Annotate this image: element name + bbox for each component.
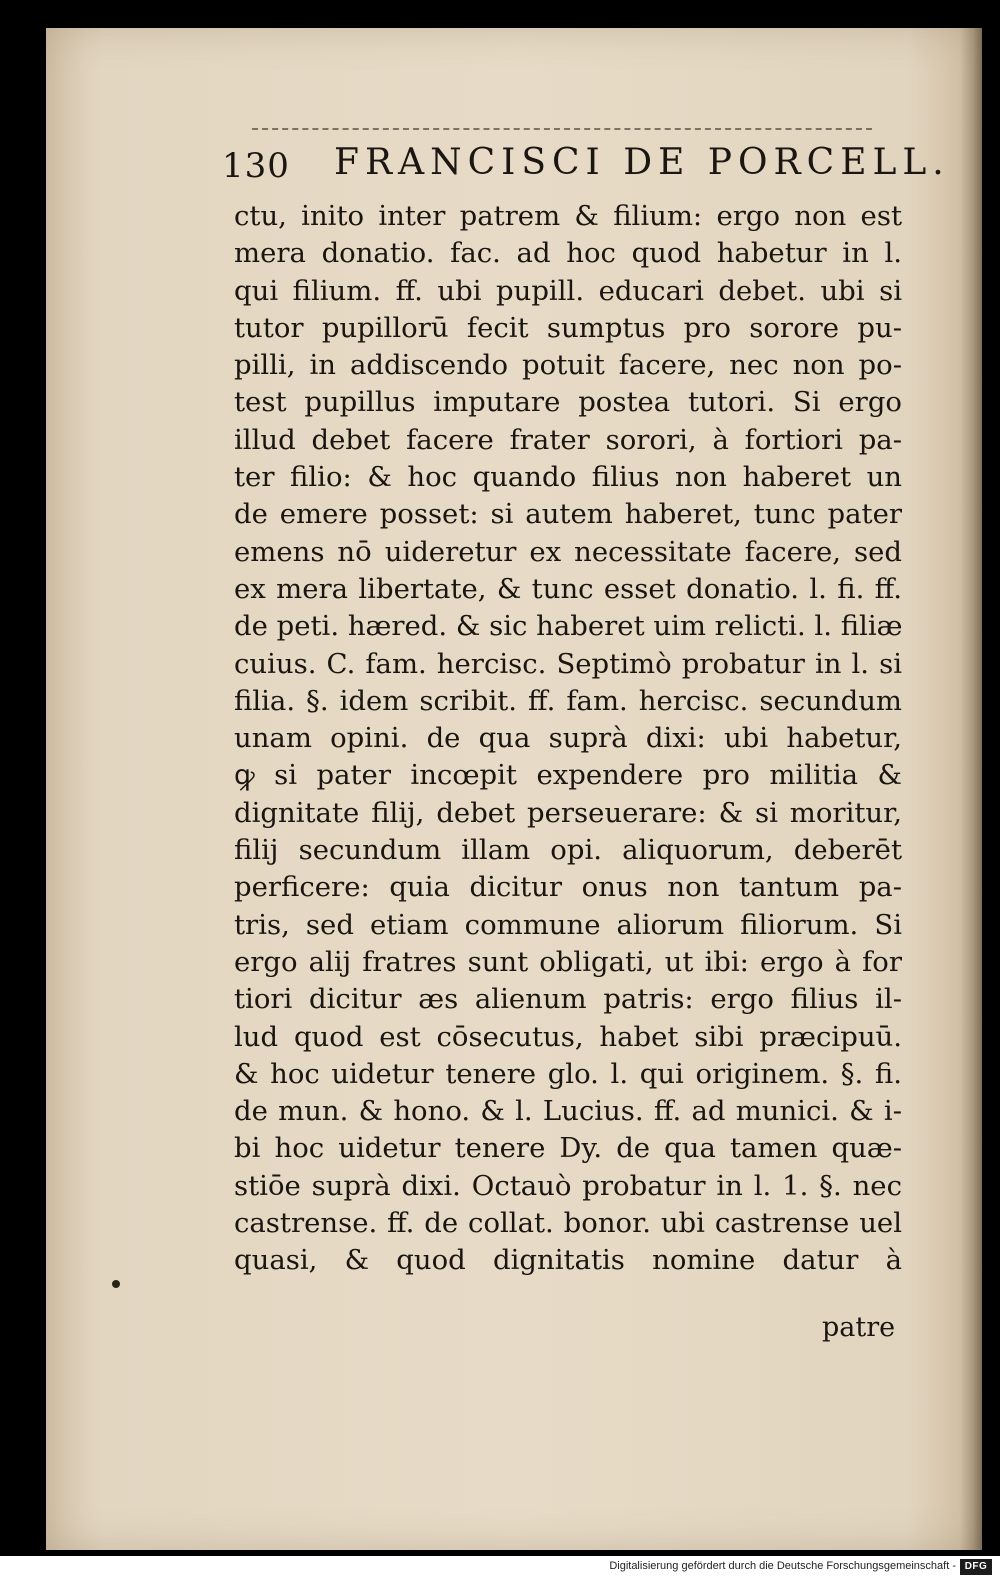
body-text (234, 198, 902, 1280)
text-line: ex mera libertate, & tunc esset donatio. l. fi. ff. (234, 572, 902, 605)
text-line: dignitate filij, debet perseuerare: & si moritur, (234, 796, 902, 829)
text-line: de emere posset: si autem haberet, tunc pater (234, 498, 902, 531)
text-line: bi hoc uidetur tenere Dy. de qua tamen quæ- (234, 1132, 902, 1165)
text-line: quasi, & quod dignitatis nomine datur à (234, 1244, 902, 1277)
folio-number: 130 (222, 146, 290, 186)
digitization-footer (0, 1556, 1000, 1582)
running-head: FRANCISCI DE PORCELL. (334, 142, 950, 183)
footer-credit: Digitalisierung gefördert durch die Deutsche Forschungsgemeinschaft - (609, 1560, 956, 1572)
text-line: ꝙ si pater incœpit expendere pro militia & (234, 759, 902, 792)
text-line: filij secundum illam opi. aliquorum, deberēt (234, 834, 902, 867)
text-line: illud debet facere frater sorori, à fortiori pa- (234, 423, 902, 456)
text-line: unam opini. de qua suprà dixi: ubi habetur, (234, 722, 902, 755)
text-line: ctu, inito inter patrem & filium: ergo non est (234, 200, 902, 232)
page-header (222, 128, 950, 198)
text-line: ter filio: & hoc quando filius non haberet un (234, 461, 902, 494)
text-line: emens nō uideretur ex necessitate facere, sed (234, 535, 902, 568)
text-line: lud quod est cōsecutus, habet sibi præcipuū. (234, 1020, 902, 1053)
catchword: patre (822, 1312, 896, 1343)
text-line: de peti. hæred. & sic haberet uim relicti. l. filiæ (234, 610, 902, 643)
text-line: qui filium. ff. ubi pupill. educari debet. ubi si (234, 274, 902, 307)
text-line: cuius. C. fam. hercisc. Septimò probatur in l. si (234, 647, 902, 680)
page-edge-shadow (960, 28, 982, 1550)
text-line: castrense. ff. de collat. bonor. ubi castrense uel (234, 1207, 902, 1240)
text-line: tris, sed etiam commune aliorum filiorum. Si (234, 908, 902, 941)
text-line: stiōe suprà dixi. Octauò probatur in l. 1. §. nec (234, 1169, 902, 1202)
text-line: pilli, in addiscendo potuit facere, nec non po- (234, 349, 902, 382)
margin-ink-dot (112, 1280, 120, 1288)
dfg-logo-icon: DFG (960, 1559, 992, 1575)
text-line: perficere: quia dicitur onus non tantum pa- (234, 871, 902, 904)
header-rule (252, 128, 872, 132)
text-line: de mun. & hono. & l. Lucius. ff. ad munici. & i- (234, 1095, 902, 1128)
text-line: tutor pupillorū fecit sumptus pro sorore pu- (234, 311, 902, 344)
text-line: mera donatio. fac. ad hoc quod habetur in l. (234, 237, 902, 270)
text-line: ergo alij fratres sunt obligati, ut ibi: ergo à for (234, 945, 902, 978)
text-line: filia. §. idem scribit. ff. fam. hercisc. secundum (234, 684, 902, 717)
text-line: & hoc uidetur tenere glo. l. qui originem. §. fi. (234, 1057, 902, 1090)
text-line: tiori dicitur æs alienum patris: ergo filius il- (234, 983, 902, 1016)
text-line: test pupillus imputare postea tutori. Si ergo (234, 386, 902, 419)
